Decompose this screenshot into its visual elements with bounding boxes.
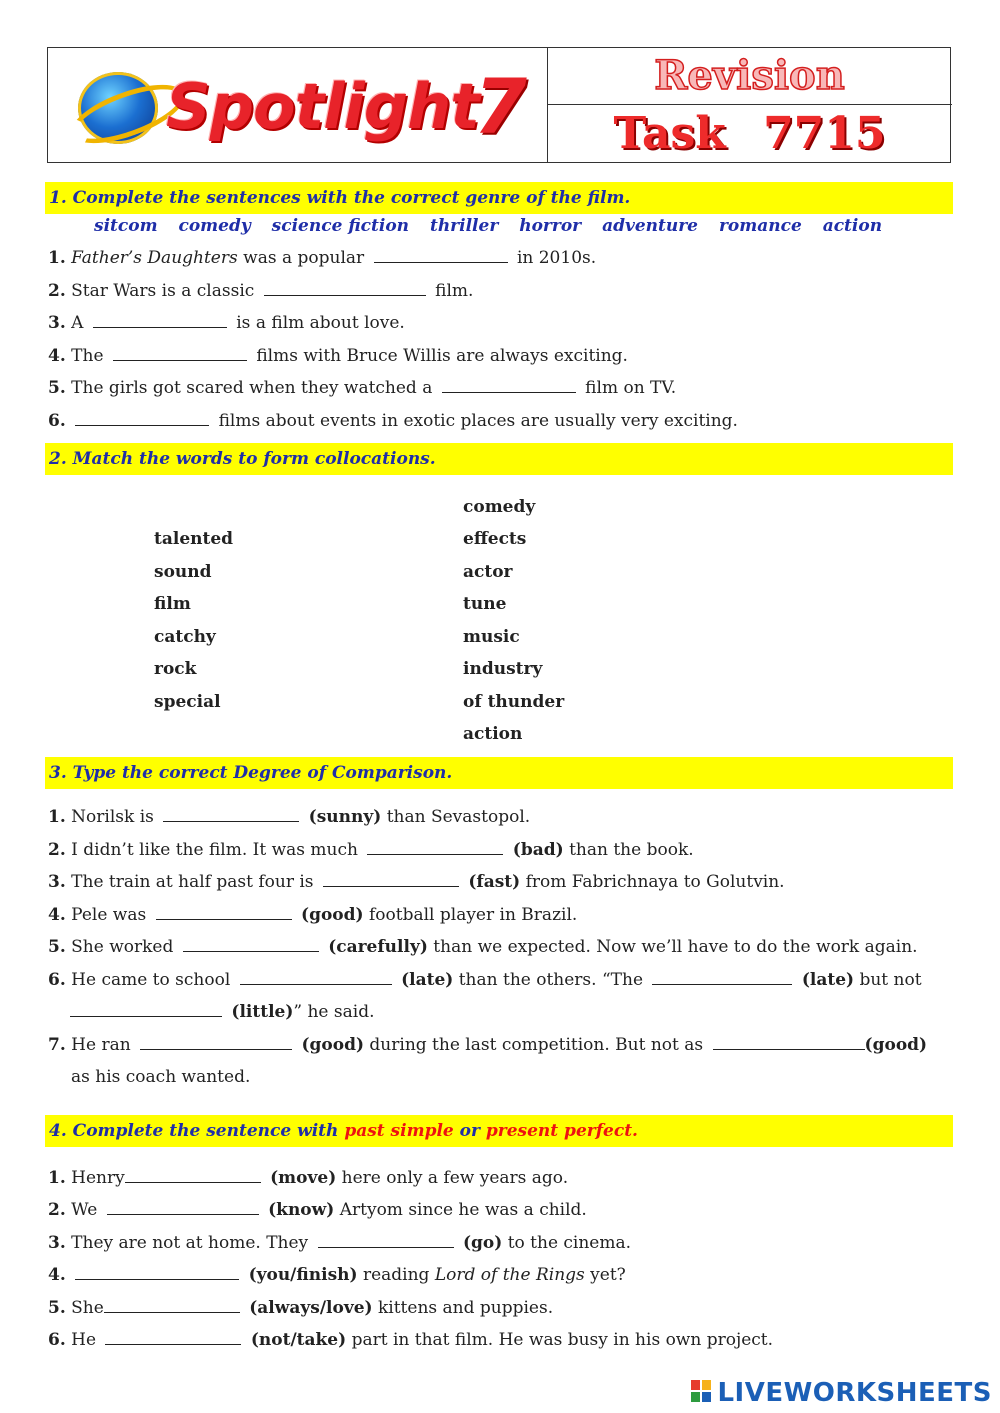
exercise-line <box>48 1330 773 1350</box>
answer-blank[interactable] <box>105 1332 241 1345</box>
word-hint: (carefully) <box>328 937 428 957</box>
item-number: 6. <box>48 411 66 431</box>
answer-blank[interactable] <box>367 842 503 855</box>
word-bank-item: horror <box>519 216 582 236</box>
word-hint: (sunny) <box>308 807 382 827</box>
answer-blank[interactable] <box>183 939 319 952</box>
answer-blank[interactable] <box>442 380 576 393</box>
match-right-item[interactable]: industry <box>463 659 543 679</box>
section-heading-bar <box>45 443 953 475</box>
heading-text: 4. Complete the sentence with <box>49 1121 345 1141</box>
exercise-line <box>48 1035 927 1055</box>
word-hint: (go) <box>462 1233 503 1253</box>
answer-blank[interactable] <box>652 972 792 985</box>
line-text: We <box>71 1200 98 1220</box>
answer-blank[interactable] <box>374 250 508 263</box>
word-hint: (fast) <box>468 872 521 892</box>
line-text: The <box>71 346 104 366</box>
line-text: football player in Brazil. <box>368 905 578 925</box>
answer-blank[interactable] <box>323 874 459 887</box>
heading-text: or <box>453 1121 486 1141</box>
answer-blank[interactable] <box>140 1037 292 1050</box>
line-text: film. <box>435 281 474 301</box>
line-text: She <box>71 1298 104 1318</box>
task-number: Task 7715 <box>613 108 886 159</box>
item-number: 2. <box>48 840 66 860</box>
match-right-item[interactable]: action <box>463 724 523 744</box>
line-text: during the last competition. But not as <box>369 1035 704 1055</box>
item-number: 3. <box>48 313 66 333</box>
item-number: 3. <box>48 1233 66 1253</box>
word-hint: (late) <box>401 970 454 990</box>
answer-blank[interactable] <box>713 1037 865 1050</box>
section-1-heading: 1. Complete the sentences with the correct genre of the film. <box>49 188 631 208</box>
line-text: films about events in exotic places are usually very exciting. <box>218 411 738 431</box>
match-left-item[interactable]: special <box>154 692 221 712</box>
line-text: Star Wars is a classic <box>71 281 255 301</box>
answer-blank[interactable] <box>75 413 209 426</box>
line-text: than Sevastopol. <box>386 807 531 827</box>
word-hint: (little) <box>231 1002 294 1022</box>
book-title: Lord of the Rings <box>434 1265 585 1285</box>
liveworksheets-logo-icon <box>691 1380 713 1404</box>
answer-blank[interactable] <box>75 1267 239 1280</box>
word-bank-item: romance <box>718 216 802 236</box>
exercise-line <box>48 872 785 892</box>
item-number: 4. <box>48 905 66 925</box>
exercise-line <box>48 411 738 431</box>
line-text: They are not at home. They <box>71 1233 309 1253</box>
line-text: films with Bruce Willis are always exciting. <box>256 346 628 366</box>
answer-blank[interactable] <box>107 1202 259 1215</box>
line-text: A <box>71 313 84 333</box>
logo-text: Spotlight <box>166 70 479 143</box>
match-left-item[interactable]: sound <box>154 562 212 582</box>
header-box <box>47 47 951 163</box>
revision-title: Revision <box>654 52 845 99</box>
line-text: I didn’t like the film. It was much <box>71 840 358 860</box>
word-bank-item: adventure <box>602 216 699 236</box>
exercise-line <box>48 1265 626 1285</box>
film-title: Father’s Daughters <box>71 248 238 268</box>
match-right-item[interactable]: music <box>463 627 520 647</box>
answer-blank[interactable] <box>240 972 392 985</box>
word-bank <box>94 216 897 236</box>
word-hint: (move) <box>270 1168 337 1188</box>
item-number: 2. <box>48 1200 66 1220</box>
line-text: than the others. “The <box>458 970 644 990</box>
line-text: kittens and puppies. <box>377 1298 554 1318</box>
line-text: He came to school <box>71 970 231 990</box>
line-text: She worked <box>71 937 174 957</box>
word-hint: (good) <box>301 1035 365 1055</box>
word-bank-item: science fiction <box>271 216 410 236</box>
answer-blank[interactable] <box>125 1170 261 1183</box>
exercise-line <box>48 1200 587 1220</box>
match-left-item[interactable]: rock <box>154 659 197 679</box>
line-text: than the book. <box>569 840 694 860</box>
section-3-heading: 3. Type the correct Degree of Comparison. <box>49 763 453 783</box>
line-text: ” he said. <box>293 1002 375 1022</box>
heading-highlight: present perfect. <box>485 1121 638 1141</box>
line-text: He ran <box>71 1035 131 1055</box>
match-right-item[interactable]: comedy <box>463 497 536 517</box>
word-hint: (good) <box>864 1035 928 1055</box>
word-hint: (know) <box>268 1200 335 1220</box>
word-bank-item: sitcom <box>94 216 158 236</box>
item-number: 3. <box>48 872 66 892</box>
answer-blank[interactable] <box>104 1300 240 1313</box>
item-number: 6. <box>48 1330 66 1350</box>
item-number: 4. <box>48 346 66 366</box>
item-number: 5. <box>48 378 66 398</box>
word-hint: (always/love) <box>249 1298 373 1318</box>
exercise-line <box>71 1067 250 1087</box>
line-text: as his coach wanted. <box>71 1067 251 1087</box>
line-text: yet? <box>590 1265 626 1285</box>
exercise-line <box>48 1168 568 1188</box>
match-left-item[interactable]: film <box>154 594 191 614</box>
exercise-line <box>48 346 628 366</box>
match-right-item[interactable]: of thunder <box>463 692 565 712</box>
exercise-line <box>48 970 922 990</box>
section-heading-bar <box>45 182 953 214</box>
line-text: Artyom since he was a child. <box>339 1200 587 1220</box>
word-bank-item: action <box>822 216 883 236</box>
liveworksheets-brand[interactable] <box>691 1378 992 1408</box>
exercise-line <box>48 1233 631 1253</box>
section-2-heading: 2. Match the words to form collocations. <box>49 449 436 469</box>
answer-blank[interactable] <box>163 809 299 822</box>
line-text: here only a few years ago. <box>341 1168 569 1188</box>
item-number: 1. <box>48 807 66 827</box>
match-left-item[interactable]: talented <box>154 529 234 549</box>
word-hint: (late) <box>801 970 855 990</box>
match-right-item[interactable]: actor <box>463 562 513 582</box>
line-text: Norilsk is <box>71 807 154 827</box>
word-hint: (good) <box>301 905 364 925</box>
answer-blank[interactable] <box>70 1004 222 1017</box>
exercise-line <box>70 1002 374 1022</box>
word-bank-item: comedy <box>178 216 251 236</box>
logo-number: 7 <box>474 62 527 151</box>
exercise-line <box>48 248 596 268</box>
answer-blank[interactable] <box>264 283 426 296</box>
spotlight-logo <box>74 62 534 150</box>
brand-text: LIVEWORKSHEETS <box>717 1378 992 1408</box>
heading-highlight: past simple <box>344 1121 454 1141</box>
answer-blank[interactable] <box>93 315 227 328</box>
answer-blank[interactable] <box>318 1235 454 1248</box>
line-text: is a film about love. <box>236 313 405 333</box>
item-number: 5. <box>48 1298 66 1318</box>
line-text: was a popular <box>237 248 365 268</box>
section-heading-bar <box>45 757 953 789</box>
word-hint: (bad) <box>512 840 564 860</box>
exercise-line <box>48 807 530 827</box>
section-heading-bar <box>45 1115 953 1147</box>
line-text: but not <box>859 970 922 990</box>
section-4-heading <box>49 1115 638 1147</box>
exercise-line <box>48 840 694 860</box>
exercise-line <box>48 905 577 925</box>
exercise-line <box>48 937 918 957</box>
item-number: 7. <box>48 1035 66 1055</box>
answer-blank[interactable] <box>156 907 292 920</box>
line-text: in 2010s. <box>516 248 597 268</box>
word-bank-item: thriller <box>429 216 499 236</box>
exercise-line <box>48 378 676 398</box>
match-right-item[interactable]: tune <box>463 594 507 614</box>
line-text: reading <box>362 1265 430 1285</box>
item-number: 4. <box>48 1265 66 1285</box>
line-text: than we expected. Now we’ll have to do the work again. <box>433 937 918 957</box>
line-text: The girls got scared when they watched a <box>71 378 433 398</box>
line-text: Pele was <box>71 905 147 925</box>
item-number: 1. <box>48 1168 66 1188</box>
line-text: Henry <box>71 1168 125 1188</box>
match-right-item[interactable]: effects <box>463 529 527 549</box>
line-text: from Fabrichnaya to Golutvin. <box>525 872 785 892</box>
word-hint: (not/take) <box>250 1330 347 1350</box>
line-text: to the cinema. <box>507 1233 632 1253</box>
line-text: He <box>71 1330 97 1350</box>
line-text: film on TV. <box>585 378 677 398</box>
exercise-line <box>48 1298 553 1318</box>
item-number: 2. <box>48 281 66 301</box>
word-hint: (you/finish) <box>248 1265 358 1285</box>
line-text: part in that film. He was busy in his own project. <box>351 1330 774 1350</box>
exercise-line <box>48 281 473 301</box>
line-text: The train at half past four is <box>71 872 314 892</box>
answer-blank[interactable] <box>113 348 247 361</box>
item-number: 1. <box>48 248 66 268</box>
match-left-item[interactable]: catchy <box>154 627 216 647</box>
exercise-line <box>48 313 405 333</box>
item-number: 6. <box>48 970 66 990</box>
item-number: 5. <box>48 937 66 957</box>
